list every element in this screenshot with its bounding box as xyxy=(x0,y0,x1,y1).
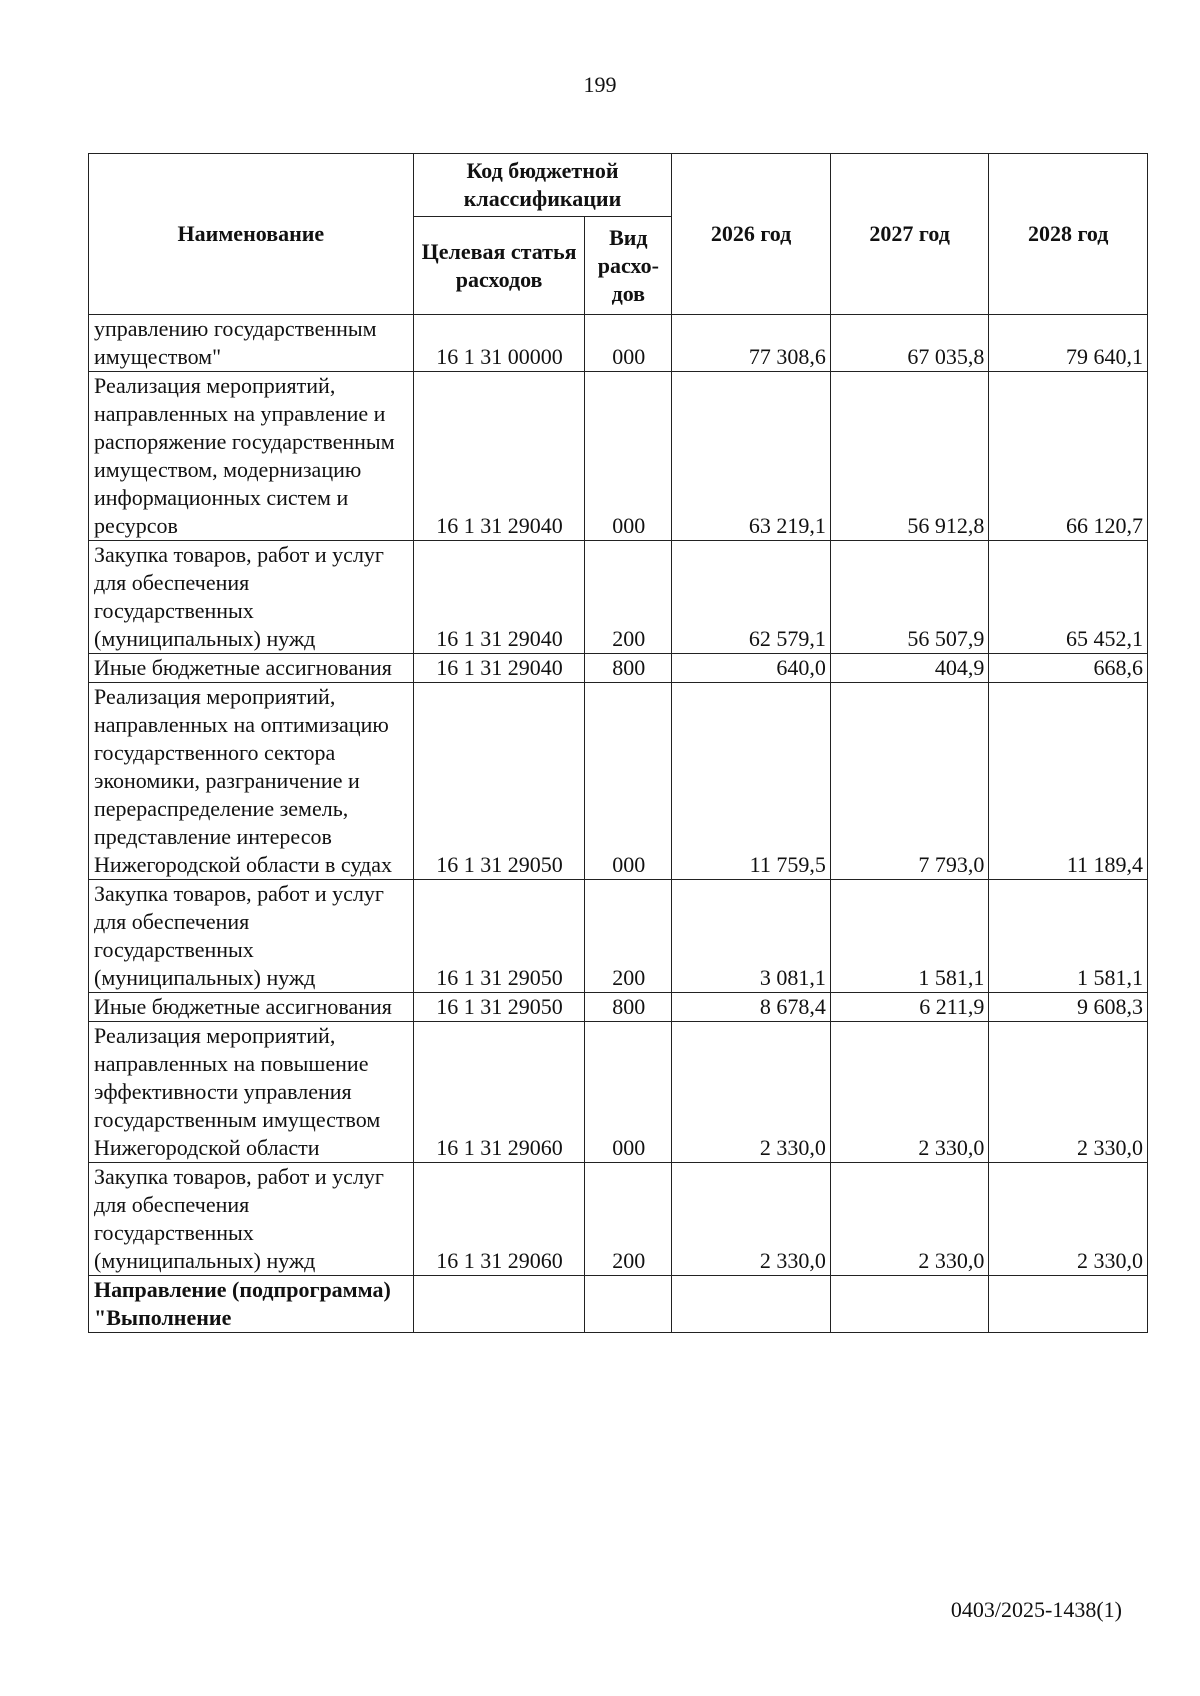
budget-table xyxy=(88,153,1148,1333)
row-name: Иные бюджетные ассигнования xyxy=(89,654,414,683)
expense-type-code xyxy=(585,1276,672,1333)
amount-2028: 9 608,3 xyxy=(989,993,1148,1022)
table-row xyxy=(89,372,1148,541)
table-row xyxy=(89,1276,1148,1333)
target-item-code: 16 1 31 29060 xyxy=(413,1022,585,1163)
target-item-code: 16 1 31 29040 xyxy=(413,541,585,654)
amount-2026: 2 330,0 xyxy=(672,1022,831,1163)
table-row xyxy=(89,1022,1148,1163)
target-item-code: 16 1 31 29050 xyxy=(413,683,585,880)
target-item-code: 16 1 31 00000 xyxy=(413,315,585,372)
table-row xyxy=(89,880,1148,993)
row-name: Реализация мероприятий, направленных на повышение эффективности управления государственным имуществом Нижегородской области xyxy=(89,1022,414,1163)
header-year-2027: 2027 год xyxy=(830,154,989,315)
amount-2026: 8 678,4 xyxy=(672,993,831,1022)
amount-2028: 11 189,4 xyxy=(989,683,1148,880)
amount-2028 xyxy=(989,1276,1148,1333)
table-row xyxy=(89,1163,1148,1276)
page-number: 199 xyxy=(583,72,617,97)
expense-type-code: 200 xyxy=(585,541,672,654)
header-name: Наименование xyxy=(89,154,414,315)
amount-2028: 79 640,1 xyxy=(989,315,1148,372)
table-row xyxy=(89,993,1148,1022)
target-item-code xyxy=(413,1276,585,1333)
expense-type-code: 800 xyxy=(585,993,672,1022)
amount-2027: 2 330,0 xyxy=(830,1163,989,1276)
amount-2026: 63 219,1 xyxy=(672,372,831,541)
amount-2027: 404,9 xyxy=(830,654,989,683)
header-year-2028: 2028 год xyxy=(989,154,1148,315)
amount-2026: 77 308,6 xyxy=(672,315,831,372)
row-name: управлению государственным имуществом" xyxy=(89,315,414,372)
header-target-item: Целевая статья расходов xyxy=(413,217,585,315)
amount-2028: 2 330,0 xyxy=(989,1022,1148,1163)
table-row xyxy=(89,683,1148,880)
amount-2028: 1 581,1 xyxy=(989,880,1148,993)
amount-2026: 2 330,0 xyxy=(672,1163,831,1276)
target-item-code: 16 1 31 29050 xyxy=(413,993,585,1022)
expense-type-code: 000 xyxy=(585,1022,672,1163)
table-body xyxy=(89,315,1148,1333)
amount-2027: 7 793,0 xyxy=(830,683,989,880)
amount-2027: 56 912,8 xyxy=(830,372,989,541)
row-name: Иные бюджетные ассигнования xyxy=(89,993,414,1022)
amount-2028: 66 120,7 xyxy=(989,372,1148,541)
table-row xyxy=(89,315,1148,372)
row-name: Реализация мероприятий, направленных на управление и распоряжение государственным имуществом, модернизацию информационных систем и ресурсов xyxy=(89,372,414,541)
row-name: Реализация мероприятий, направленных на оптимизацию государственного сектора экономики, разграничение и перераспределение земель, представление интересов Нижегородской области в судах xyxy=(89,683,414,880)
amount-2028: 65 452,1 xyxy=(989,541,1148,654)
expense-type-code: 200 xyxy=(585,880,672,993)
expense-type-code: 200 xyxy=(585,1163,672,1276)
amount-2028: 2 330,0 xyxy=(989,1163,1148,1276)
amount-2027: 2 330,0 xyxy=(830,1022,989,1163)
table-row xyxy=(89,654,1148,683)
header-budget-code: Код бюджетной классификации xyxy=(413,154,672,217)
expense-type-code: 000 xyxy=(585,315,672,372)
amount-2027 xyxy=(830,1276,989,1333)
table-row xyxy=(89,541,1148,654)
document-code: 0403/2025-1438(1) xyxy=(950,1597,1122,1622)
amount-2026: 3 081,1 xyxy=(672,880,831,993)
amount-2026: 640,0 xyxy=(672,654,831,683)
amount-2026: 62 579,1 xyxy=(672,541,831,654)
amount-2027: 56 507,9 xyxy=(830,541,989,654)
amount-2027: 67 035,8 xyxy=(830,315,989,372)
amount-2027: 6 211,9 xyxy=(830,993,989,1022)
target-item-code: 16 1 31 29060 xyxy=(413,1163,585,1276)
row-name: Закупка товаров, работ и услуг для обеспечения государственных (муниципальных) нужд xyxy=(89,880,414,993)
target-item-code: 16 1 31 29040 xyxy=(413,372,585,541)
expense-type-code: 000 xyxy=(585,372,672,541)
amount-2028: 668,6 xyxy=(989,654,1148,683)
expense-type-code: 000 xyxy=(585,683,672,880)
amount-2026 xyxy=(672,1276,831,1333)
table-header xyxy=(89,154,1148,315)
header-year-2026: 2026 год xyxy=(672,154,831,315)
header-expense-type: Вид расхо- дов xyxy=(585,217,672,315)
target-item-code: 16 1 31 29050 xyxy=(413,880,585,993)
amount-2026: 11 759,5 xyxy=(672,683,831,880)
row-name: Закупка товаров, работ и услуг для обеспечения государственных (муниципальных) нужд xyxy=(89,541,414,654)
target-item-code: 16 1 31 29040 xyxy=(413,654,585,683)
expense-type-code: 800 xyxy=(585,654,672,683)
row-name: Направление (подпрограмма) "Выполнение xyxy=(89,1276,414,1333)
amount-2027: 1 581,1 xyxy=(830,880,989,993)
row-name: Закупка товаров, работ и услуг для обеспечения государственных (муниципальных) нужд xyxy=(89,1163,414,1276)
